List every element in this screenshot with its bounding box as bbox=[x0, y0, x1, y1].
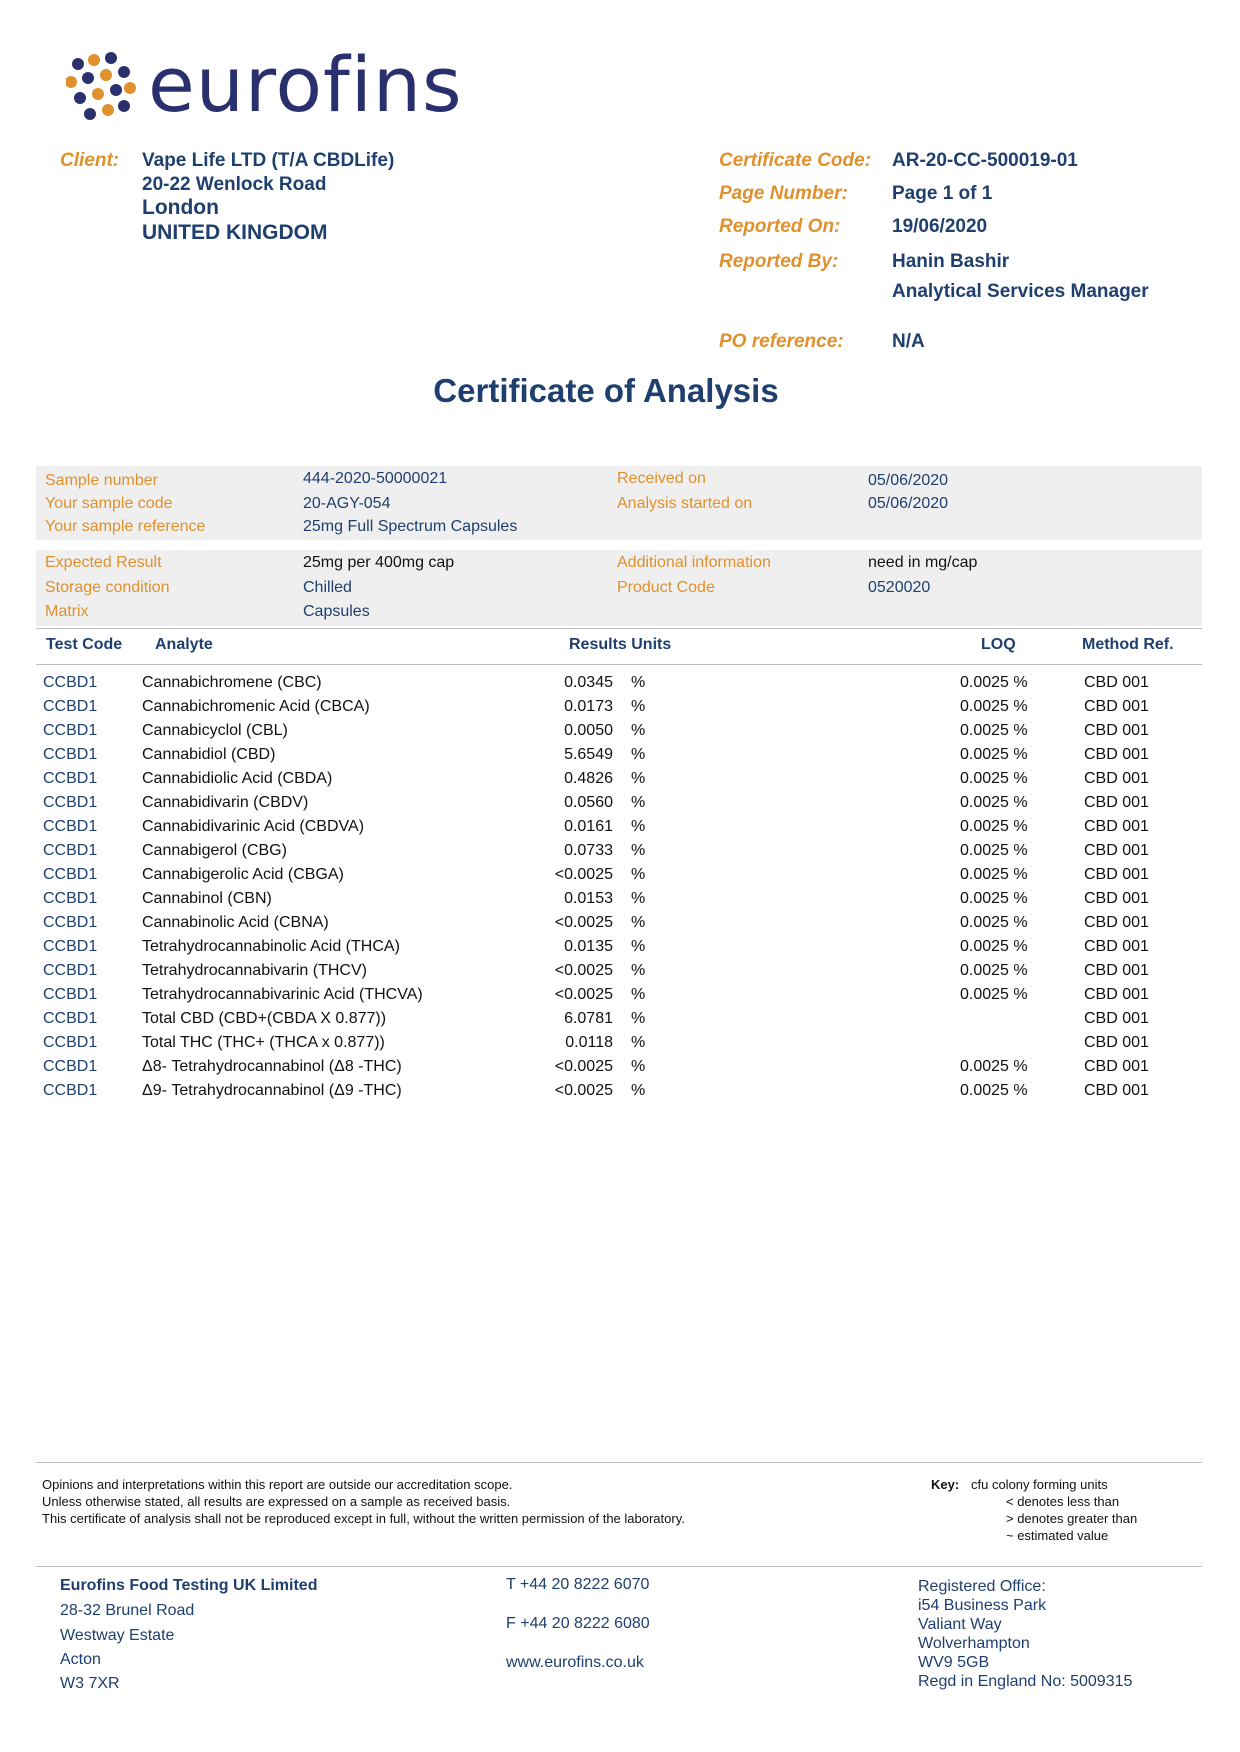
sample-code-label: Your sample code bbox=[45, 495, 173, 512]
table-row bbox=[0, 794, 1240, 818]
page-number-label: Page Number: bbox=[719, 183, 848, 204]
row-method: CBD 001 bbox=[1084, 1082, 1149, 1099]
row-unit: % bbox=[631, 1058, 646, 1075]
row-method: CBD 001 bbox=[1084, 1010, 1149, 1027]
row-unit: % bbox=[631, 818, 646, 835]
row-result: 6.0781 bbox=[564, 1010, 613, 1027]
row-test-code: CCBD1 bbox=[43, 794, 98, 811]
row-method: CBD 001 bbox=[1084, 890, 1149, 907]
table-row bbox=[0, 674, 1240, 698]
table-row bbox=[0, 938, 1240, 962]
footer-company: Eurofins Food Testing UK Limited bbox=[60, 1577, 318, 1594]
matrix-label: Matrix bbox=[45, 603, 89, 620]
storage-condition-value: Chilled bbox=[303, 579, 352, 596]
row-result: 0.4826 bbox=[564, 770, 613, 787]
additional-info-label: Additional information bbox=[617, 554, 771, 571]
row-method: CBD 001 bbox=[1084, 794, 1149, 811]
row-test-code: CCBD1 bbox=[43, 914, 98, 931]
key-label: Key: bbox=[931, 1477, 960, 1492]
row-test-code: CCBD1 bbox=[43, 842, 98, 859]
row-test-code: CCBD1 bbox=[43, 986, 98, 1003]
row-loq: 0.0025 % bbox=[960, 866, 1028, 883]
received-on-label: Received on bbox=[617, 470, 706, 487]
eurofins-logo-icon bbox=[66, 52, 136, 122]
row-unit: % bbox=[631, 1010, 646, 1027]
client-name: Vape Life LTD (T/A CBDLife) bbox=[142, 150, 395, 171]
table-row bbox=[0, 986, 1240, 1010]
row-test-code: CCBD1 bbox=[43, 866, 98, 883]
row-method: CBD 001 bbox=[1084, 746, 1149, 763]
row-unit: % bbox=[631, 722, 646, 739]
sample-number-label: Sample number bbox=[45, 472, 158, 489]
row-analyte: Cannabinol (CBN) bbox=[142, 890, 272, 907]
table-row bbox=[0, 770, 1240, 794]
table-row bbox=[0, 914, 1240, 938]
table-row bbox=[0, 842, 1240, 866]
expected-result-label: Expected Result bbox=[45, 554, 162, 571]
received-on-value: 05/06/2020 bbox=[868, 472, 949, 489]
footer-registered-line: Valiant Way bbox=[918, 1616, 1002, 1633]
row-method: CBD 001 bbox=[1084, 770, 1149, 787]
header-test-code: Test Code bbox=[46, 636, 123, 653]
row-unit: % bbox=[631, 938, 646, 955]
row-loq: 0.0025 % bbox=[960, 818, 1028, 835]
table-row bbox=[0, 818, 1240, 842]
footer-address-line: Westway Estate bbox=[60, 1627, 175, 1644]
key-item: > denotes greater than bbox=[1006, 1511, 1138, 1526]
table-row bbox=[0, 962, 1240, 986]
row-result: 0.0153 bbox=[564, 890, 613, 907]
sample-reference-value: 25mg Full Spectrum Capsules bbox=[303, 518, 518, 535]
row-loq: 0.0025 % bbox=[960, 986, 1028, 1003]
row-analyte: Δ8- Tetrahydrocannabinol (Δ8 -THC) bbox=[142, 1058, 402, 1075]
row-test-code: CCBD1 bbox=[43, 746, 98, 763]
row-result: <0.0025 bbox=[554, 866, 613, 883]
analysis-started-label: Analysis started on bbox=[617, 495, 753, 512]
row-unit: % bbox=[631, 746, 646, 763]
row-test-code: CCBD1 bbox=[43, 698, 98, 715]
row-analyte: Cannabigerol (CBG) bbox=[142, 842, 287, 859]
row-loq: 0.0025 % bbox=[960, 914, 1028, 931]
row-loq: 0.0025 % bbox=[960, 674, 1028, 691]
footer-address-line: W3 7XR bbox=[60, 1675, 120, 1692]
row-result: 0.0173 bbox=[564, 698, 613, 715]
key-item: < denotes less than bbox=[1006, 1494, 1120, 1509]
footer-registered-line: WV9 5GB bbox=[918, 1654, 990, 1671]
row-unit: % bbox=[631, 986, 646, 1003]
reported-on-value: 19/06/2020 bbox=[892, 216, 988, 237]
sample-number-value: 444-2020-50000021 bbox=[303, 470, 448, 487]
page-title: Certificate of Analysis bbox=[433, 372, 779, 409]
header-method-ref: Method Ref. bbox=[1082, 636, 1174, 653]
row-analyte: Tetrahydrocannabivarinic Acid (THCVA) bbox=[142, 986, 423, 1003]
row-unit: % bbox=[631, 794, 646, 811]
reported-by-label: Reported By: bbox=[719, 251, 839, 272]
row-loq: 0.0025 % bbox=[960, 770, 1028, 787]
row-unit: % bbox=[631, 962, 646, 979]
key-item: cfu colony forming units bbox=[971, 1477, 1108, 1492]
product-code-label: Product Code bbox=[617, 579, 715, 596]
row-loq: 0.0025 % bbox=[960, 842, 1028, 859]
row-analyte: Cannabichromene (CBC) bbox=[142, 674, 322, 691]
row-result: 5.6549 bbox=[564, 746, 613, 763]
row-test-code: CCBD1 bbox=[43, 674, 98, 691]
table-row bbox=[0, 866, 1240, 890]
row-test-code: CCBD1 bbox=[43, 818, 98, 835]
row-test-code: CCBD1 bbox=[43, 1034, 98, 1051]
row-method: CBD 001 bbox=[1084, 914, 1149, 931]
footer-address-line: 28-32 Brunel Road bbox=[60, 1602, 195, 1619]
row-analyte: Cannabinolic Acid (CBNA) bbox=[142, 914, 329, 931]
row-test-code: CCBD1 bbox=[43, 962, 98, 979]
row-analyte: Cannabicyclol (CBL) bbox=[142, 722, 288, 739]
table-row bbox=[0, 890, 1240, 914]
po-reference-value: N/A bbox=[892, 331, 925, 352]
row-unit: % bbox=[631, 914, 646, 931]
row-method: CBD 001 bbox=[1084, 1034, 1149, 1051]
row-loq: 0.0025 % bbox=[960, 1058, 1028, 1075]
header-results-units: Results Units bbox=[569, 636, 672, 653]
row-result: <0.0025 bbox=[554, 1058, 613, 1075]
reported-by-role: Analytical Services Manager bbox=[892, 281, 1149, 302]
row-result: 0.0118 bbox=[565, 1034, 613, 1051]
row-unit: % bbox=[631, 890, 646, 907]
row-result: 0.0733 bbox=[564, 842, 613, 859]
client-city: London bbox=[142, 196, 219, 219]
row-method: CBD 001 bbox=[1084, 818, 1149, 835]
row-analyte: Cannabidivarinic Acid (CBDVA) bbox=[142, 818, 365, 835]
table-row bbox=[0, 746, 1240, 770]
row-loq: 0.0025 % bbox=[960, 794, 1028, 811]
expected-result-value: 25mg per 400mg cap bbox=[303, 554, 455, 571]
row-test-code: CCBD1 bbox=[43, 770, 98, 787]
table-header-divider bbox=[36, 664, 1202, 665]
row-result: <0.0025 bbox=[554, 986, 613, 1003]
row-method: CBD 001 bbox=[1084, 986, 1149, 1003]
table-top-divider bbox=[36, 628, 1202, 629]
key-item: ~ estimated value bbox=[1006, 1528, 1109, 1543]
table-row bbox=[0, 1082, 1240, 1106]
row-loq: 0.0025 % bbox=[960, 722, 1028, 739]
note-line: Opinions and interpretations within this report are outside our accreditation scope. bbox=[42, 1477, 513, 1492]
row-method: CBD 001 bbox=[1084, 674, 1149, 691]
row-test-code: CCBD1 bbox=[43, 890, 98, 907]
row-loq: 0.0025 % bbox=[960, 698, 1028, 715]
row-unit: % bbox=[631, 1034, 646, 1051]
additional-info-value: need in mg/cap bbox=[868, 554, 978, 571]
row-analyte: Cannabichromenic Acid (CBCA) bbox=[142, 698, 370, 715]
row-result: 0.0345 bbox=[564, 674, 613, 691]
row-analyte: Total THC (THC+ (THCA x 0.877)) bbox=[142, 1034, 385, 1051]
row-loq: 0.0025 % bbox=[960, 890, 1028, 907]
table-row bbox=[0, 722, 1240, 746]
notes-divider bbox=[36, 1462, 1202, 1463]
row-loq: 0.0025 % bbox=[960, 746, 1028, 763]
row-result: <0.0025 bbox=[554, 1082, 613, 1099]
row-unit: % bbox=[631, 698, 646, 715]
row-unit: % bbox=[631, 1082, 646, 1099]
client-label: Client: bbox=[60, 150, 120, 171]
row-method: CBD 001 bbox=[1084, 722, 1149, 739]
row-result: <0.0025 bbox=[554, 962, 613, 979]
note-line: Unless otherwise stated, all results are expressed on a sample as received basis. bbox=[42, 1494, 511, 1509]
product-code-value: 0520020 bbox=[868, 579, 931, 596]
row-analyte: Tetrahydrocannabinolic Acid (THCA) bbox=[142, 938, 400, 955]
row-result: 0.0050 bbox=[564, 722, 613, 739]
certificate-code-value: AR-20-CC-500019-01 bbox=[892, 150, 1078, 171]
footer-phone: T +44 20 8222 6070 bbox=[506, 1576, 650, 1593]
sample-reference-label: Your sample reference bbox=[45, 518, 206, 535]
row-method: CBD 001 bbox=[1084, 866, 1149, 883]
storage-condition-label: Storage condition bbox=[45, 579, 170, 596]
row-test-code: CCBD1 bbox=[43, 1082, 98, 1099]
footer-website-link[interactable]: www.eurofins.co.uk bbox=[506, 1654, 644, 1671]
row-result: <0.0025 bbox=[554, 914, 613, 931]
row-analyte: Cannabigerolic Acid (CBGA) bbox=[142, 866, 344, 883]
row-test-code: CCBD1 bbox=[43, 938, 98, 955]
row-loq: 0.0025 % bbox=[960, 1082, 1028, 1099]
client-country: UNITED KINGDOM bbox=[142, 221, 328, 244]
table-row bbox=[0, 1058, 1240, 1082]
analysis-started-value: 05/06/2020 bbox=[868, 495, 949, 512]
row-test-code: CCBD1 bbox=[43, 1010, 98, 1027]
table-row bbox=[0, 698, 1240, 722]
reported-by-value: Hanin Bashir bbox=[892, 251, 1010, 272]
row-analyte: Δ9- Tetrahydrocannabinol (Δ9 -THC) bbox=[142, 1082, 402, 1099]
row-analyte: Total CBD (CBD+(CBDA X 0.877)) bbox=[142, 1010, 387, 1027]
table-row bbox=[0, 1010, 1240, 1034]
row-result: 0.0161 bbox=[564, 818, 613, 835]
row-analyte: Cannabidiolic Acid (CBDA) bbox=[142, 770, 333, 787]
row-result: 0.0560 bbox=[564, 794, 613, 811]
row-method: CBD 001 bbox=[1084, 938, 1149, 955]
row-result: 0.0135 bbox=[564, 938, 613, 955]
row-analyte: Cannabidiol (CBD) bbox=[142, 746, 276, 763]
row-method: CBD 001 bbox=[1084, 842, 1149, 859]
footer-registered-line: Wolverhampton bbox=[918, 1635, 1030, 1652]
table-row bbox=[0, 1034, 1240, 1058]
brand-name: eurofins bbox=[148, 40, 463, 129]
header-loq: LOQ bbox=[981, 636, 1016, 653]
footer-fax: F +44 20 8222 6080 bbox=[506, 1615, 650, 1632]
row-analyte: Cannabidivarin (CBDV) bbox=[142, 794, 309, 811]
row-loq: 0.0025 % bbox=[960, 938, 1028, 955]
row-unit: % bbox=[631, 770, 646, 787]
footer-registered-line: Registered Office: bbox=[918, 1578, 1046, 1595]
row-unit: % bbox=[631, 842, 646, 859]
footer-address-line: Acton bbox=[60, 1651, 101, 1668]
row-loq: 0.0025 % bbox=[960, 962, 1028, 979]
row-method: CBD 001 bbox=[1084, 1058, 1149, 1075]
footer-divider bbox=[36, 1566, 1202, 1567]
row-unit: % bbox=[631, 674, 646, 691]
row-analyte: Tetrahydrocannabivarin (THCV) bbox=[142, 962, 367, 979]
po-reference-label: PO reference: bbox=[719, 331, 844, 352]
page-number-value: Page 1 of 1 bbox=[892, 183, 993, 204]
footer-registered-line: Regd in England No: 5009315 bbox=[918, 1673, 1133, 1690]
reported-on-label: Reported On: bbox=[719, 216, 841, 237]
client-address-line: 20-22 Wenlock Road bbox=[142, 174, 327, 195]
row-test-code: CCBD1 bbox=[43, 1058, 98, 1075]
footer-registered-line: i54 Business Park bbox=[918, 1597, 1047, 1614]
row-method: CBD 001 bbox=[1084, 698, 1149, 715]
row-method: CBD 001 bbox=[1084, 962, 1149, 979]
note-line: This certificate of analysis shall not be reproduced except in full, without the written permission of the laboratory. bbox=[42, 1511, 685, 1526]
header-analyte: Analyte bbox=[155, 636, 213, 653]
sample-code-value: 20-AGY-054 bbox=[303, 495, 391, 512]
row-unit: % bbox=[631, 866, 646, 883]
row-test-code: CCBD1 bbox=[43, 722, 98, 739]
certificate-code-label: Certificate Code: bbox=[719, 150, 872, 171]
matrix-value: Capsules bbox=[303, 603, 370, 620]
